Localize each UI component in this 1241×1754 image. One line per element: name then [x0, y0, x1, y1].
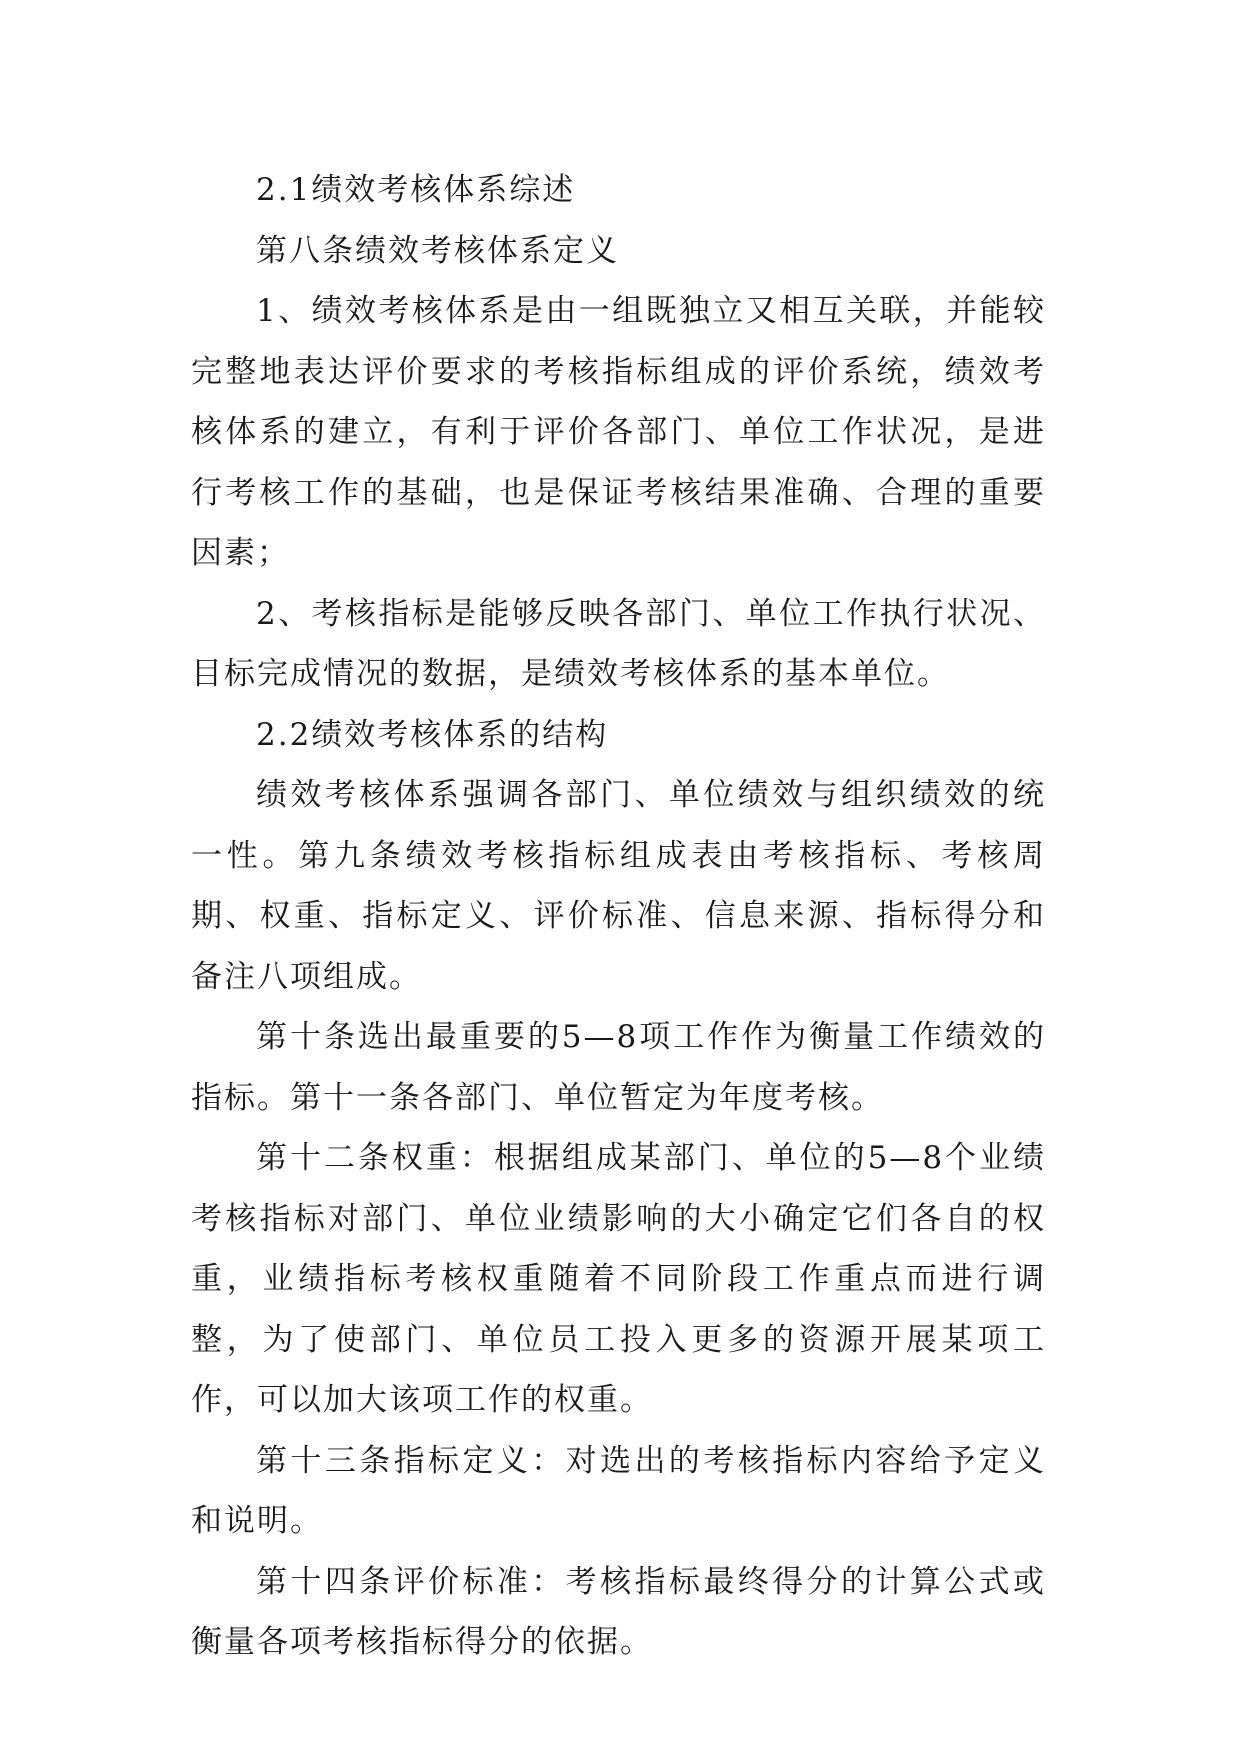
paragraph-article-10-11: 第十条选出最重要的5—8项工作作为衡量工作绩效的指标。第十一条各部门、单位暂定为年度考核。 [191, 1019, 1046, 1116]
paragraph-article-12: 第十二条权重：根据组成某部门、单位的5—8个业绩考核指标对部门、单位业绩影响的大小确定它们各自的权重，业绩指标考核权重随着不同阶段工作重点而进行调整，为了使部门、单位员工投入更多的资源开展某项工作，可以加大该项工作的权重。 [191, 1140, 1046, 1418]
paragraph-article-14: 第十四条评价标准：考核指标最终得分的计算公式或衡量各项考核指标得分的依据。 [191, 1563, 1046, 1660]
paragraph-article-13: 第十三条指标定义：对选出的考核指标内容给予定义和说明。 [191, 1442, 1046, 1539]
paragraph-structure: 绩效考核体系强调各部门、单位绩效与组织绩效的统一性。第九条绩效考核指标组成表由考核指标、考核周期、权重、指标定义、评价标准、信息来源、指标得分和备注八项组成。 [191, 777, 1046, 995]
section-heading-2-1: 2.1绩效考核体系综述 [256, 172, 576, 208]
paragraph-indicator-definition: 2、考核指标是能够反映各部门、单位工作执行状况、目标完成情况的数据，是绩效考核体系的基本单位。 [191, 595, 1046, 692]
document-body [191, 160, 1046, 1673]
article-8-heading: 第八条绩效考核体系定义 [256, 232, 619, 269]
section-heading-2-2: 2.2绩效考核体系的结构 [256, 716, 609, 753]
paragraph-system-definition: 1、绩效考核体系是由一组既独立又相互关联，并能较完整地表达评价要求的考核指标组成的评价系统，绩效考核体系的建立，有利于评价各部门、单位工作状况，是进行考核工作的基础，也是保证考核结果准确、合理的重要因素； [191, 293, 1046, 571]
